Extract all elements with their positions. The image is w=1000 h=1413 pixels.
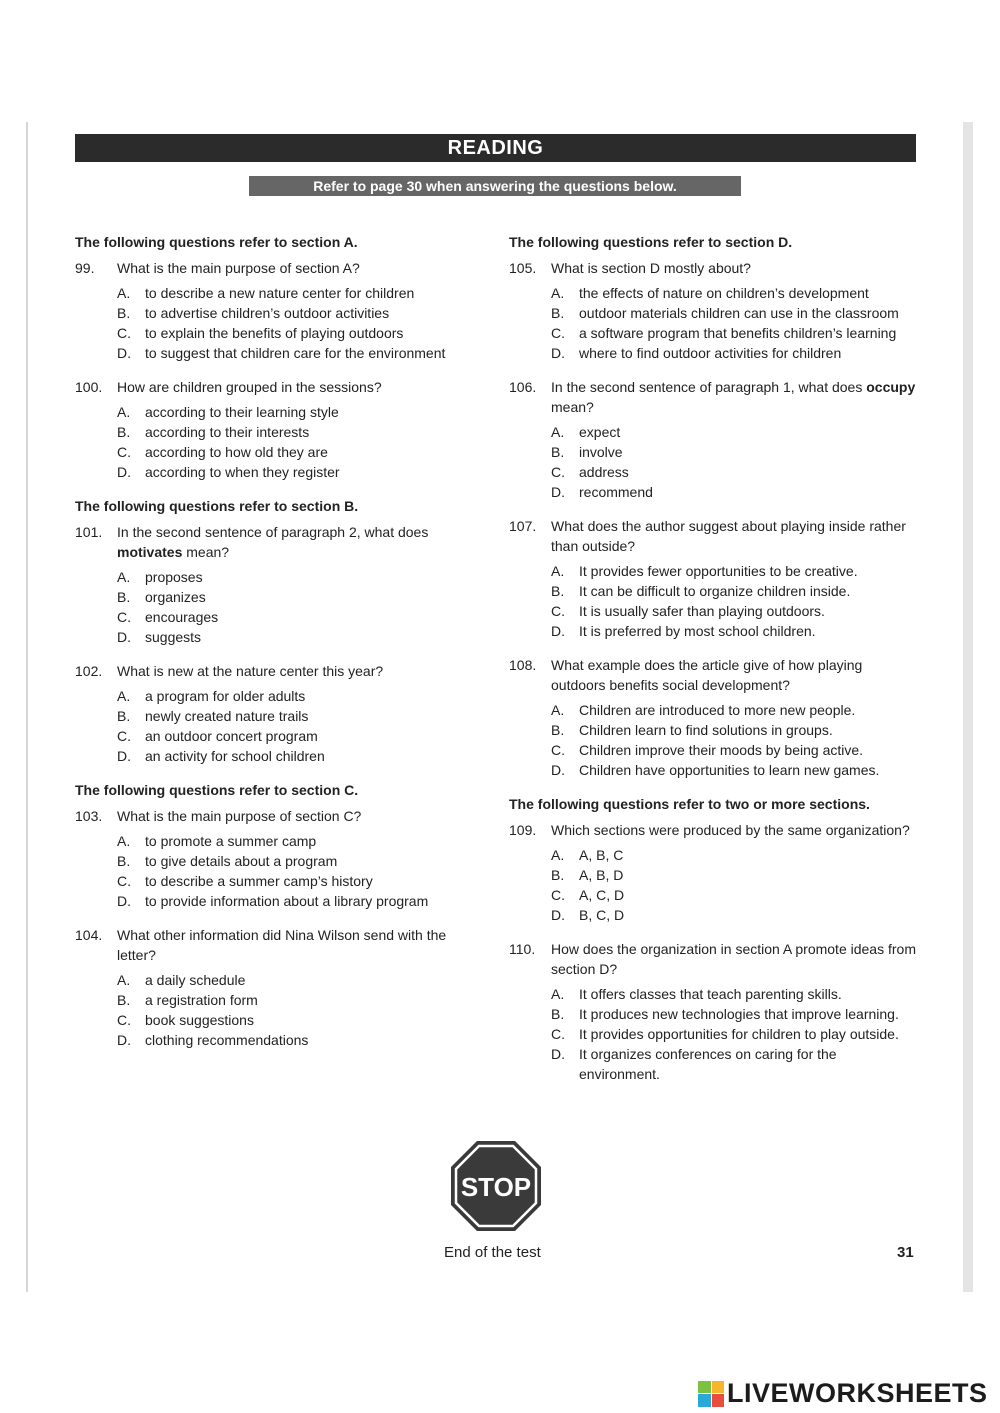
option-letter: B. (551, 583, 565, 599)
question-100 (75, 377, 475, 482)
option-text: Children are introduced to more new people. (579, 702, 856, 718)
question-number: 105. (509, 260, 537, 276)
question-107 (509, 516, 919, 641)
answer-option[interactable] (509, 283, 919, 303)
answer-option[interactable] (509, 760, 919, 780)
option-letter: B. (117, 853, 131, 869)
answer-option[interactable] (509, 581, 919, 601)
answer-option[interactable] (75, 851, 475, 871)
option-letter: A. (117, 285, 131, 301)
option-letter: C. (551, 887, 565, 903)
option-text: expect (579, 424, 621, 440)
question-text: What does the author suggest about playing inside rather than outside? (551, 518, 906, 554)
option-text: to give details about a program (145, 853, 338, 869)
option-letter: A. (551, 563, 565, 579)
right-column (509, 232, 919, 1098)
stop-sign-icon (450, 1140, 542, 1232)
section-c-heading: The following questions refer to section C. (75, 782, 359, 798)
question-number: 99. (75, 260, 95, 276)
option-letter: B. (551, 444, 565, 460)
answer-option[interactable] (509, 561, 919, 581)
option-text: according to when they register (145, 464, 340, 480)
question-number: 101. (75, 524, 103, 540)
option-text: It can be difficult to organize children inside. (579, 583, 851, 599)
vocabulary-word: motivates (117, 544, 183, 560)
question-text-end: mean? (186, 544, 230, 560)
option-letter: A. (551, 285, 565, 301)
end-of-test-text: End of the test (444, 1244, 541, 1261)
section-d-heading: The following questions refer to section D. (509, 234, 793, 250)
option-text: a program for older adults (145, 688, 306, 704)
answer-option[interactable] (509, 343, 919, 363)
answer-option[interactable] (75, 686, 475, 706)
section-b-heading: The following questions refer to section B. (75, 498, 359, 514)
option-text: an activity for school children (145, 748, 325, 764)
answer-option[interactable] (75, 871, 475, 891)
answer-option[interactable] (75, 746, 475, 766)
question-105 (509, 258, 919, 363)
answer-option[interactable] (509, 323, 919, 343)
answer-option[interactable] (509, 885, 919, 905)
question-101 (75, 522, 475, 647)
stop-label: STOP (460, 1172, 532, 1202)
option-text: It is preferred by most school children. (579, 623, 816, 639)
logo-mark-icon (698, 1381, 724, 1407)
option-text: suggests (145, 629, 202, 645)
question-number: 103. (75, 808, 103, 824)
option-letter: C. (551, 1026, 565, 1042)
answer-option[interactable] (75, 891, 475, 911)
option-text: It produces new technologies that improve learning. (579, 1006, 899, 1022)
answer-option[interactable] (75, 323, 475, 343)
option-letter: D. (117, 464, 131, 480)
answer-option[interactable] (75, 726, 475, 746)
answer-option[interactable] (75, 831, 475, 851)
question-110 (509, 939, 919, 1084)
answer-option[interactable] (509, 740, 919, 760)
question-text: What other information did Nina Wilson send with the letter? (117, 927, 447, 963)
option-text: where to find outdoor activities for children (579, 345, 842, 361)
question-text-start: In the second sentence of paragraph 2, what does (117, 524, 429, 540)
question-108 (509, 655, 919, 780)
option-letter: B. (551, 722, 565, 738)
question-number: 109. (509, 822, 537, 838)
option-text: proposes (145, 569, 203, 585)
answer-option[interactable] (509, 482, 919, 502)
option-text: according to how old they are (145, 444, 328, 460)
option-letter: C. (117, 873, 131, 889)
option-text: according to their learning style (145, 404, 339, 420)
answer-option[interactable] (75, 970, 475, 990)
page-title: READING (75, 134, 916, 162)
option-letter: C. (117, 325, 131, 341)
answer-option[interactable] (75, 1030, 475, 1050)
question-number: 100. (75, 379, 103, 395)
answer-option[interactable] (509, 601, 919, 621)
page-edge-left (26, 122, 28, 1292)
option-text: to suggest that children care for the environment (145, 345, 446, 361)
answer-option[interactable] (509, 303, 919, 323)
answer-option[interactable] (509, 905, 919, 925)
answer-option[interactable] (75, 990, 475, 1010)
answer-option[interactable] (75, 402, 475, 422)
option-letter: A. (117, 569, 131, 585)
option-letter: C. (117, 609, 131, 625)
option-text: It provides opportunities for children to play outside. (579, 1026, 899, 1042)
option-text: recommend (579, 484, 653, 500)
option-text: involve (579, 444, 623, 460)
option-text: to explain the benefits of playing outdoors (145, 325, 404, 341)
question-text: What is the main purpose of section C? (117, 808, 362, 824)
question-text: How does the organization in section A promote ideas from section D? (551, 941, 916, 977)
question-text-start: In the second sentence of paragraph 1, what does (551, 379, 863, 395)
option-letter: D. (551, 484, 565, 500)
answer-option[interactable] (75, 1010, 475, 1030)
question-number: 110. (509, 941, 536, 957)
option-letter: A. (117, 833, 131, 849)
left-column (75, 232, 475, 1064)
logo-square (698, 1381, 711, 1394)
answer-option[interactable] (509, 422, 919, 442)
answer-option[interactable] (75, 343, 475, 363)
answer-option[interactable] (509, 462, 919, 482)
option-letter: D. (117, 1032, 131, 1048)
logo-text: LIVEWORKSHEETS (727, 1378, 988, 1408)
option-text: newly created nature trails (145, 708, 309, 724)
answer-option[interactable] (75, 706, 475, 726)
answer-option[interactable] (75, 587, 475, 607)
answer-option[interactable] (75, 567, 475, 587)
option-text: organizes (145, 589, 206, 605)
option-letter: A. (551, 847, 565, 863)
question-103 (75, 806, 475, 911)
option-text: A, B, C (579, 847, 624, 863)
option-letter: B. (551, 1006, 565, 1022)
option-letter: D. (117, 345, 131, 361)
option-text: A, C, D (579, 887, 625, 903)
option-text: the effects of nature on children’s development (579, 285, 869, 301)
question-text: Which sections were produced by the same organization? (551, 822, 910, 838)
option-text: to provide information about a library program (145, 893, 429, 909)
answer-option[interactable] (75, 627, 475, 647)
option-text: according to their interests (145, 424, 310, 440)
option-letter: A. (117, 972, 131, 988)
liveworksheets-logo (698, 1378, 988, 1409)
option-letter: A. (551, 424, 565, 440)
option-text: to describe a summer camp’s history (145, 873, 373, 889)
answer-option[interactable] (509, 720, 919, 740)
option-text: B, C, D (579, 907, 625, 923)
option-letter: B. (117, 589, 131, 605)
logo-square (698, 1394, 711, 1407)
option-text: It provides fewer opportunities to be creative. (579, 563, 858, 579)
option-text: encourages (145, 609, 219, 625)
option-letter: A. (117, 688, 131, 704)
question-text: What is new at the nature center this year? (117, 663, 384, 679)
answer-option[interactable] (509, 1024, 919, 1044)
option-letter: D. (551, 907, 565, 923)
answer-option[interactable] (509, 865, 919, 885)
question-text (551, 377, 919, 417)
option-letter: C. (551, 603, 565, 619)
question-text: What is section D mostly about? (551, 260, 751, 276)
question-number: 106. (509, 379, 537, 395)
logo-square (712, 1394, 725, 1407)
question-102 (75, 661, 475, 766)
page-edge-right (963, 122, 973, 1292)
option-text: clothing recommendations (145, 1032, 309, 1048)
option-letter: B. (117, 305, 131, 321)
option-letter: C. (117, 728, 131, 744)
option-letter: D. (551, 762, 565, 778)
option-letter: A. (551, 702, 565, 718)
option-text: It organizes conferences on caring for the environment. (579, 1046, 837, 1082)
page-number: 31 (897, 1244, 914, 1261)
answer-option[interactable] (509, 845, 919, 865)
option-text: address (579, 464, 629, 480)
answer-option[interactable] (75, 283, 475, 303)
answer-option[interactable] (509, 700, 919, 720)
question-text: How are children grouped in the sessions? (117, 379, 382, 395)
option-text: Children improve their moods by being active. (579, 742, 864, 758)
question-104 (75, 925, 475, 1050)
option-letter: D. (551, 623, 565, 639)
option-text: a software program that benefits children’s learning (579, 325, 897, 341)
answer-option[interactable] (75, 442, 475, 462)
question-number: 108. (509, 657, 537, 673)
answer-option[interactable] (509, 1004, 919, 1024)
answer-option[interactable] (509, 621, 919, 641)
section-multi-heading: The following questions refer to two or more sections. (509, 796, 870, 812)
answer-option[interactable] (509, 984, 919, 1004)
option-text: Children learn to find solutions in groups. (579, 722, 833, 738)
option-text: an outdoor concert program (145, 728, 318, 744)
option-letter: A. (551, 986, 565, 1002)
option-text: to promote a summer camp (145, 833, 317, 849)
option-letter: D. (117, 629, 131, 645)
option-letter: B. (117, 424, 131, 440)
answer-option[interactable] (75, 607, 475, 627)
vocabulary-word: occupy (866, 379, 916, 395)
option-text: It is usually safer than playing outdoors. (579, 603, 825, 619)
option-text: to advertise children’s outdoor activities (145, 305, 390, 321)
option-letter: C. (551, 742, 565, 758)
option-letter: D. (551, 1046, 565, 1062)
instructions-banner: Refer to page 30 when answering the questions below. (249, 176, 741, 196)
option-text: to describe a new nature center for children (145, 285, 415, 301)
option-letter: B. (117, 992, 131, 1008)
answer-option[interactable] (75, 422, 475, 442)
option-letter: C. (117, 1012, 131, 1028)
question-99 (75, 258, 475, 363)
question-number: 104. (75, 927, 103, 943)
option-letter: D. (117, 748, 131, 764)
option-text: a registration form (145, 992, 258, 1008)
option-letter: B. (551, 305, 565, 321)
answer-option[interactable] (75, 303, 475, 323)
option-letter: D. (117, 893, 131, 909)
option-letter: B. (551, 867, 565, 883)
question-text-end: mean? (551, 399, 594, 415)
option-letter: A. (117, 404, 131, 420)
option-letter: B. (117, 708, 131, 724)
logo-square (712, 1381, 725, 1394)
question-text: What is the main purpose of section A? (117, 260, 360, 276)
option-text: A, B, D (579, 867, 624, 883)
option-text: Children have opportunities to learn new games. (579, 762, 880, 778)
answer-option[interactable] (509, 1044, 919, 1084)
option-letter: C. (117, 444, 131, 460)
option-text: outdoor materials children can use in the classroom (579, 305, 899, 321)
option-text: It offers classes that teach parenting skills. (579, 986, 842, 1002)
question-number: 107. (509, 518, 537, 534)
question-109 (509, 820, 919, 925)
option-text: book suggestions (145, 1012, 254, 1028)
option-letter: C. (551, 325, 565, 341)
question-number: 102. (75, 663, 103, 679)
question-text: What example does the article give of how playing outdoors benefits social development? (551, 657, 863, 693)
section-a-heading: The following questions refer to section A. (75, 234, 358, 250)
option-letter: C. (551, 464, 565, 480)
option-letter: D. (551, 345, 565, 361)
question-106 (509, 377, 919, 502)
option-text: a daily schedule (145, 972, 246, 988)
answer-option[interactable] (75, 462, 475, 482)
question-text (117, 522, 475, 562)
answer-option[interactable] (509, 442, 919, 462)
